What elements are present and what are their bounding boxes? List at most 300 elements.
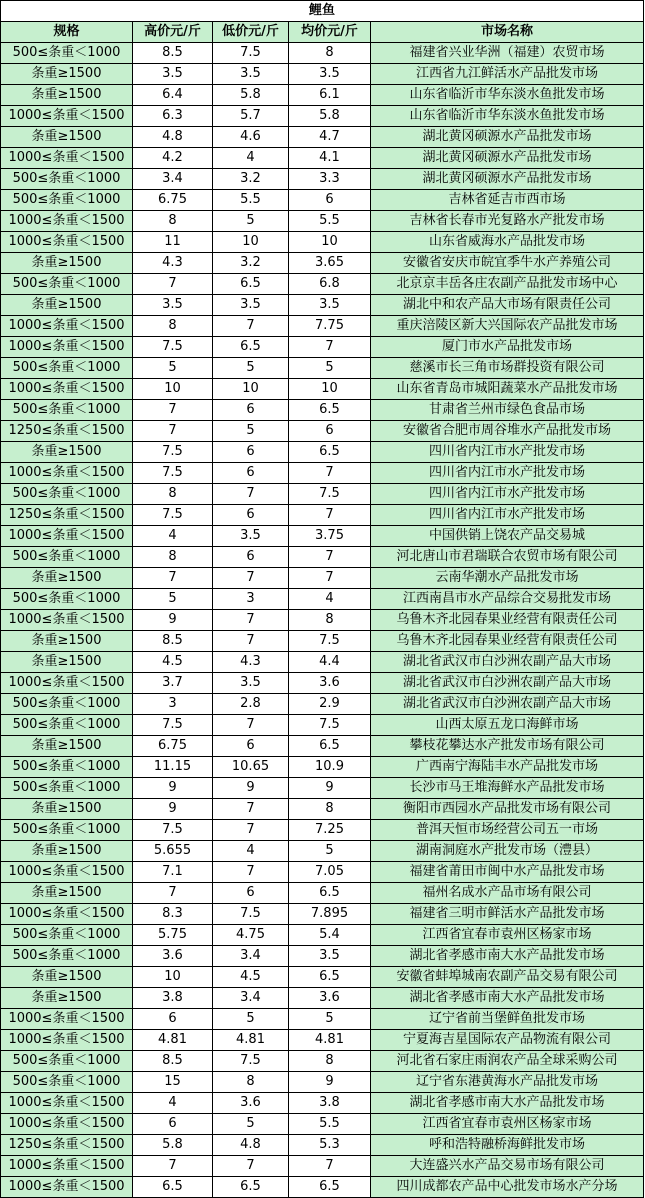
- table-row: [1, 274, 644, 295]
- header-market: 市场名称: [371, 22, 644, 43]
- cell-high-price: 9: [133, 778, 213, 799]
- cell-market: 江西南昌市水产品综合交易批发市场: [371, 589, 644, 610]
- table-row: [1, 148, 644, 169]
- cell-high-price: 4.81: [133, 1030, 213, 1051]
- cell-avg-price: 6.5: [289, 1177, 371, 1198]
- cell-market: 福州名成水产品市场有限公司: [371, 883, 644, 904]
- table-row: [1, 1072, 644, 1093]
- cell-market: 福建省莆田市闽中水产品批发市场: [371, 862, 644, 883]
- cell-high-price: 3.7: [133, 673, 213, 694]
- cell-avg-price: 9: [289, 778, 371, 799]
- table-row: [1, 337, 644, 358]
- cell-high-price: 7: [133, 568, 213, 589]
- table-row: [1, 694, 644, 715]
- cell-low-price: 6: [213, 505, 289, 526]
- table-title: 鲤鱼: [1, 1, 644, 22]
- cell-avg-price: 7.5: [289, 631, 371, 652]
- cell-avg-price: 5.3: [289, 1135, 371, 1156]
- cell-high-price: 7: [133, 421, 213, 442]
- cell-high-price: 8.5: [133, 43, 213, 64]
- cell-avg-price: 8: [289, 43, 371, 64]
- table-row: [1, 190, 644, 211]
- cell-low-price: 8: [213, 1072, 289, 1093]
- cell-spec: 1000≤条重＜1500: [1, 1030, 133, 1051]
- table-row: [1, 211, 644, 232]
- cell-high-price: 15: [133, 1072, 213, 1093]
- table-row: [1, 799, 644, 820]
- cell-low-price: 7: [213, 820, 289, 841]
- cell-high-price: 7.5: [133, 505, 213, 526]
- cell-low-price: 7: [213, 316, 289, 337]
- cell-low-price: 6: [213, 400, 289, 421]
- cell-spec: 条重≥1500: [1, 652, 133, 673]
- cell-spec: 1250≤条重＜1500: [1, 1135, 133, 1156]
- cell-spec: 条重≥1500: [1, 568, 133, 589]
- cell-spec: 1000≤条重＜1500: [1, 148, 133, 169]
- cell-spec: 条重≥1500: [1, 127, 133, 148]
- cell-avg-price: 5: [289, 358, 371, 379]
- cell-low-price: 3: [213, 589, 289, 610]
- cell-market: 福建省三明市鲜活水产品批发市场: [371, 904, 644, 925]
- cell-high-price: 9: [133, 610, 213, 631]
- cell-market: 慈溪市长三角市场群投资有限公司: [371, 358, 644, 379]
- cell-spec: 1000≤条重＜1500: [1, 211, 133, 232]
- cell-avg-price: 4: [289, 589, 371, 610]
- cell-low-price: 6.5: [213, 1177, 289, 1198]
- cell-market: 湖北黄冈硕源水产品批发市场: [371, 127, 644, 148]
- cell-avg-price: 6.1: [289, 85, 371, 106]
- cell-market: 四川省内江市水产批发市场: [371, 442, 644, 463]
- cell-spec: 500≤条重＜1000: [1, 778, 133, 799]
- cell-high-price: 7: [133, 274, 213, 295]
- table-body: [1, 43, 644, 1198]
- cell-spec: 500≤条重＜1000: [1, 757, 133, 778]
- cell-low-price: 6: [213, 883, 289, 904]
- table-row: [1, 652, 644, 673]
- cell-high-price: 8: [133, 316, 213, 337]
- table-row: [1, 484, 644, 505]
- cell-market: 广西南宁海陆丰水产品批发市场: [371, 757, 644, 778]
- cell-spec: 1000≤条重＜1500: [1, 1177, 133, 1198]
- cell-avg-price: 3.8: [289, 1093, 371, 1114]
- cell-low-price: 7: [213, 799, 289, 820]
- cell-low-price: 7.5: [213, 1051, 289, 1072]
- cell-avg-price: 7.25: [289, 820, 371, 841]
- cell-low-price: 10: [213, 232, 289, 253]
- cell-spec: 500≤条重＜1000: [1, 1051, 133, 1072]
- table-row: [1, 169, 644, 190]
- cell-spec: 1250≤条重＜1500: [1, 505, 133, 526]
- cell-high-price: 8.5: [133, 631, 213, 652]
- table-row: [1, 547, 644, 568]
- cell-high-price: 8: [133, 547, 213, 568]
- table-row: [1, 505, 644, 526]
- cell-market: 湖北省武汉市白沙洲农副产品大市场: [371, 673, 644, 694]
- cell-avg-price: 6.5: [289, 736, 371, 757]
- cell-spec: 1000≤条重＜1500: [1, 1009, 133, 1030]
- table-row: [1, 253, 644, 274]
- cell-avg-price: 3.5: [289, 64, 371, 85]
- cell-low-price: 4: [213, 148, 289, 169]
- cell-avg-price: 8: [289, 610, 371, 631]
- cell-low-price: 7: [213, 631, 289, 652]
- cell-low-price: 9: [213, 778, 289, 799]
- cell-low-price: 5: [213, 1009, 289, 1030]
- cell-avg-price: 8: [289, 799, 371, 820]
- cell-high-price: 7: [133, 400, 213, 421]
- cell-market: 山东省青岛市城阳蔬菜水产品批发市场: [371, 379, 644, 400]
- cell-high-price: 7: [133, 1156, 213, 1177]
- table-row: [1, 106, 644, 127]
- cell-market: 吉林省延吉市西市场: [371, 190, 644, 211]
- cell-market: 辽宁省东港黄海水产品批发市场: [371, 1072, 644, 1093]
- cell-high-price: 5.75: [133, 925, 213, 946]
- cell-spec: 条重≥1500: [1, 64, 133, 85]
- header-row: [1, 22, 644, 43]
- cell-low-price: 3.4: [213, 946, 289, 967]
- table-row: [1, 883, 644, 904]
- cell-low-price: 6: [213, 463, 289, 484]
- cell-low-price: 7: [213, 610, 289, 631]
- cell-low-price: 3.2: [213, 253, 289, 274]
- cell-avg-price: 7.5: [289, 715, 371, 736]
- table-row: [1, 946, 644, 967]
- cell-avg-price: 7: [289, 1156, 371, 1177]
- cell-market: 安徽省安庆市皖宜季牛水产养殖公司: [371, 253, 644, 274]
- cell-low-price: 4.75: [213, 925, 289, 946]
- cell-avg-price: 3.6: [289, 988, 371, 1009]
- cell-spec: 1000≤条重＜1500: [1, 862, 133, 883]
- cell-low-price: 6: [213, 736, 289, 757]
- table-row: [1, 1135, 644, 1156]
- cell-market: 江西省九江鲜活水产品批发市场: [371, 64, 644, 85]
- cell-spec: 500≤条重＜1000: [1, 169, 133, 190]
- cell-spec: 1000≤条重＜1500: [1, 673, 133, 694]
- cell-avg-price: 5: [289, 1009, 371, 1030]
- cell-low-price: 7: [213, 568, 289, 589]
- cell-spec: 1000≤条重＜1500: [1, 1156, 133, 1177]
- table-row: [1, 43, 644, 64]
- cell-avg-price: 7.75: [289, 316, 371, 337]
- table-row: [1, 295, 644, 316]
- cell-low-price: 5: [213, 358, 289, 379]
- cell-avg-price: 3.5: [289, 946, 371, 967]
- cell-spec: 1000≤条重＜1500: [1, 337, 133, 358]
- cell-high-price: 8: [133, 484, 213, 505]
- cell-spec: 条重≥1500: [1, 295, 133, 316]
- cell-market: 四川成都农产品中心批发市场水产分场: [371, 1177, 644, 1198]
- cell-market: 山东省临沂市华东淡水鱼批发市场: [371, 106, 644, 127]
- cell-spec: 500≤条重＜1000: [1, 925, 133, 946]
- cell-high-price: 11: [133, 232, 213, 253]
- cell-market: 湖北省武汉市白沙洲农副产品大市场: [371, 694, 644, 715]
- cell-low-price: 4.3: [213, 652, 289, 673]
- cell-high-price: 8.3: [133, 904, 213, 925]
- cell-low-price: 4.6: [213, 127, 289, 148]
- cell-high-price: 3.6: [133, 946, 213, 967]
- cell-high-price: 7.5: [133, 442, 213, 463]
- cell-low-price: 7: [213, 715, 289, 736]
- cell-spec: 1000≤条重＜1500: [1, 463, 133, 484]
- cell-low-price: 3.5: [213, 295, 289, 316]
- cell-high-price: 6: [133, 1009, 213, 1030]
- cell-avg-price: 7.5: [289, 484, 371, 505]
- header-spec: 规格: [1, 22, 133, 43]
- cell-spec: 500≤条重＜1000: [1, 820, 133, 841]
- cell-high-price: 6.5: [133, 1177, 213, 1198]
- table-row: [1, 757, 644, 778]
- table-row: [1, 1030, 644, 1051]
- cell-avg-price: 5.5: [289, 211, 371, 232]
- cell-market: 厦门市水产品批发市场: [371, 337, 644, 358]
- cell-high-price: 6.3: [133, 106, 213, 127]
- table-row: [1, 610, 644, 631]
- cell-market: 辽宁省前当堡鲜鱼批发市场: [371, 1009, 644, 1030]
- cell-avg-price: 3.65: [289, 253, 371, 274]
- cell-market: 河北唐山市君瑞联合农贸市场有限公司: [371, 547, 644, 568]
- cell-high-price: 4.2: [133, 148, 213, 169]
- table-row: [1, 1051, 644, 1072]
- cell-market: 山东省威海水产品批发市场: [371, 232, 644, 253]
- cell-spec: 500≤条重＜1000: [1, 43, 133, 64]
- cell-low-price: 6: [213, 442, 289, 463]
- cell-avg-price: 3.75: [289, 526, 371, 547]
- cell-high-price: 3.5: [133, 64, 213, 85]
- cell-low-price: 3.5: [213, 673, 289, 694]
- cell-avg-price: 3.5: [289, 295, 371, 316]
- cell-high-price: 7: [133, 883, 213, 904]
- cell-high-price: 6: [133, 1114, 213, 1135]
- cell-spec: 500≤条重＜1000: [1, 400, 133, 421]
- cell-spec: 条重≥1500: [1, 883, 133, 904]
- cell-avg-price: 10: [289, 379, 371, 400]
- cell-high-price: 4: [133, 1093, 213, 1114]
- cell-market: 河北省石家庄雨润农产品全球采购公司: [371, 1051, 644, 1072]
- cell-low-price: 4.8: [213, 1135, 289, 1156]
- cell-avg-price: 6.5: [289, 967, 371, 988]
- cell-spec: 500≤条重＜1000: [1, 1072, 133, 1093]
- cell-spec: 1000≤条重＜1500: [1, 106, 133, 127]
- cell-high-price: 4.8: [133, 127, 213, 148]
- cell-avg-price: 7: [289, 463, 371, 484]
- table-row: [1, 1093, 644, 1114]
- cell-avg-price: 3.3: [289, 169, 371, 190]
- table-row: [1, 358, 644, 379]
- header-avg-price: 均价元/斤: [289, 22, 371, 43]
- cell-low-price: 10: [213, 379, 289, 400]
- cell-high-price: 4.3: [133, 253, 213, 274]
- cell-spec: 条重≥1500: [1, 967, 133, 988]
- cell-market: 江西省宜春市袁州区杨家市场: [371, 925, 644, 946]
- table-row: [1, 526, 644, 547]
- cell-low-price: 5.5: [213, 190, 289, 211]
- cell-high-price: 8: [133, 211, 213, 232]
- cell-market: 北京京丰岳各庄农副产品批发市场中心: [371, 274, 644, 295]
- cell-spec: 1000≤条重＜1500: [1, 232, 133, 253]
- cell-low-price: 5: [213, 1114, 289, 1135]
- cell-spec: 条重≥1500: [1, 841, 133, 862]
- cell-high-price: 4: [133, 526, 213, 547]
- cell-avg-price: 3.6: [289, 673, 371, 694]
- cell-spec: 500≤条重＜1000: [1, 694, 133, 715]
- cell-avg-price: 6.8: [289, 274, 371, 295]
- cell-high-price: 10: [133, 967, 213, 988]
- cell-low-price: 7: [213, 1156, 289, 1177]
- cell-avg-price: 7: [289, 505, 371, 526]
- cell-spec: 1000≤条重＜1500: [1, 526, 133, 547]
- cell-low-price: 7.5: [213, 43, 289, 64]
- cell-market: 乌鲁木齐北园春果业经营有限责任公司: [371, 610, 644, 631]
- cell-low-price: 6.5: [213, 337, 289, 358]
- cell-spec: 1250≤条重＜1500: [1, 421, 133, 442]
- cell-low-price: 5: [213, 421, 289, 442]
- cell-market: 安徽省蚌埠城南农副产品交易有限公司: [371, 967, 644, 988]
- cell-low-price: 6: [213, 547, 289, 568]
- cell-avg-price: 2.9: [289, 694, 371, 715]
- cell-spec: 500≤条重＜1000: [1, 358, 133, 379]
- cell-avg-price: 6: [289, 190, 371, 211]
- cell-low-price: 4: [213, 841, 289, 862]
- cell-high-price: 7.5: [133, 715, 213, 736]
- cell-market: 湖北黄冈硕源水产品批发市场: [371, 169, 644, 190]
- cell-high-price: 5.8: [133, 1135, 213, 1156]
- cell-high-price: 3.8: [133, 988, 213, 1009]
- cell-spec: 500≤条重＜1000: [1, 589, 133, 610]
- cell-high-price: 10: [133, 379, 213, 400]
- cell-avg-price: 5.8: [289, 106, 371, 127]
- table-row: [1, 421, 644, 442]
- cell-market: 长沙市马王堆海鲜水产品批发市场: [371, 778, 644, 799]
- cell-high-price: 3.5: [133, 295, 213, 316]
- cell-avg-price: 5.5: [289, 1114, 371, 1135]
- cell-spec: 条重≥1500: [1, 442, 133, 463]
- cell-spec: 500≤条重＜1000: [1, 547, 133, 568]
- cell-market: 山西太原五龙口海鲜市场: [371, 715, 644, 736]
- table-row: [1, 1009, 644, 1030]
- cell-market: 湖南洞庭水产批发市场（澧县）: [371, 841, 644, 862]
- cell-low-price: 5.8: [213, 85, 289, 106]
- table-row: [1, 232, 644, 253]
- cell-spec: 500≤条重＜1000: [1, 484, 133, 505]
- table-row: [1, 589, 644, 610]
- table-row: [1, 379, 644, 400]
- cell-spec: 条重≥1500: [1, 631, 133, 652]
- table-row: [1, 967, 644, 988]
- cell-market: 湖北黄冈硕源水产品批发市场: [371, 148, 644, 169]
- cell-low-price: 6.5: [213, 274, 289, 295]
- cell-market: 山东省临沂市华东淡水鱼批发市场: [371, 85, 644, 106]
- cell-avg-price: 5.4: [289, 925, 371, 946]
- table-row: [1, 400, 644, 421]
- cell-low-price: 3.2: [213, 169, 289, 190]
- cell-market: 攀枝花攀达水产批发市场有限公司: [371, 736, 644, 757]
- cell-spec: 条重≥1500: [1, 253, 133, 274]
- cell-low-price: 3.4: [213, 988, 289, 1009]
- cell-avg-price: 4.81: [289, 1030, 371, 1051]
- cell-avg-price: 7: [289, 547, 371, 568]
- cell-market: 四川省内江市水产批发市场: [371, 463, 644, 484]
- cell-spec: 1000≤条重＜1500: [1, 316, 133, 337]
- cell-high-price: 6.75: [133, 190, 213, 211]
- cell-high-price: 7.1: [133, 862, 213, 883]
- table-row: [1, 316, 644, 337]
- cell-low-price: 3.6: [213, 1093, 289, 1114]
- cell-avg-price: 9: [289, 1072, 371, 1093]
- cell-low-price: 4.5: [213, 967, 289, 988]
- cell-low-price: 3.5: [213, 64, 289, 85]
- cell-market: 云南华潮水产品批发市场: [371, 568, 644, 589]
- cell-market: 宁夏海吉星国际农产品物流有限公司: [371, 1030, 644, 1051]
- cell-spec: 条重≥1500: [1, 85, 133, 106]
- table-row: [1, 631, 644, 652]
- cell-low-price: 7.5: [213, 904, 289, 925]
- cell-spec: 500≤条重＜1000: [1, 715, 133, 736]
- table-row: [1, 1177, 644, 1198]
- cell-market: 江西省宜春市袁州区杨家市场: [371, 1114, 644, 1135]
- cell-high-price: 5: [133, 589, 213, 610]
- cell-spec: 条重≥1500: [1, 988, 133, 1009]
- table-row: [1, 1156, 644, 1177]
- cell-spec: 500≤条重＜1000: [1, 274, 133, 295]
- cell-market: 呼和浩特融桥海鲜批发市场: [371, 1135, 644, 1156]
- cell-high-price: 6.75: [133, 736, 213, 757]
- cell-avg-price: 5: [289, 841, 371, 862]
- table-row: [1, 841, 644, 862]
- cell-market: 湖北省孝感市南大水产品批发市场: [371, 988, 644, 1009]
- cell-high-price: 8.5: [133, 1051, 213, 1072]
- header-high-price: 高价元/斤: [133, 22, 213, 43]
- header-low-price: 低价元/斤: [213, 22, 289, 43]
- cell-market: 四川省内江市水产批发市场: [371, 484, 644, 505]
- cell-high-price: 3.4: [133, 169, 213, 190]
- cell-market: 甘肃省兰州市绿色食品市场: [371, 400, 644, 421]
- cell-spec: 条重≥1500: [1, 799, 133, 820]
- cell-market: 安徽省合肥市周谷堆水产品批发市场: [371, 421, 644, 442]
- table-row: [1, 925, 644, 946]
- cell-spec: 500≤条重＜1000: [1, 190, 133, 211]
- cell-avg-price: 6.5: [289, 883, 371, 904]
- table-row: [1, 862, 644, 883]
- cell-high-price: 7.5: [133, 337, 213, 358]
- cell-high-price: 7.5: [133, 463, 213, 484]
- table-row: [1, 1114, 644, 1135]
- cell-low-price: 7: [213, 862, 289, 883]
- cell-avg-price: 8: [289, 1051, 371, 1072]
- table-row: [1, 85, 644, 106]
- cell-low-price: 10.65: [213, 757, 289, 778]
- cell-market: 湖北省孝感市南大水产品批发市场: [371, 1093, 644, 1114]
- cell-market: 大连盛兴水产品交易市场有限公司: [371, 1156, 644, 1177]
- cell-market: 湖北省武汉市白沙洲农副产品大市场: [371, 652, 644, 673]
- table-row: [1, 778, 644, 799]
- cell-high-price: 11.15: [133, 757, 213, 778]
- cell-high-price: 5.655: [133, 841, 213, 862]
- table-row: [1, 463, 644, 484]
- cell-low-price: 4.81: [213, 1030, 289, 1051]
- cell-avg-price: 4.7: [289, 127, 371, 148]
- cell-avg-price: 6.5: [289, 442, 371, 463]
- cell-avg-price: 4.1: [289, 148, 371, 169]
- cell-low-price: 5: [213, 211, 289, 232]
- cell-low-price: 2.8: [213, 694, 289, 715]
- title-row: [1, 1, 644, 22]
- cell-market: 吉林省长春市光复路水产批发市场: [371, 211, 644, 232]
- table-row: [1, 736, 644, 757]
- cell-spec: 1000≤条重＜1500: [1, 1093, 133, 1114]
- cell-low-price: 5.7: [213, 106, 289, 127]
- table-row: [1, 568, 644, 589]
- cell-market: 湖北省孝感市南大水产品批发市场: [371, 946, 644, 967]
